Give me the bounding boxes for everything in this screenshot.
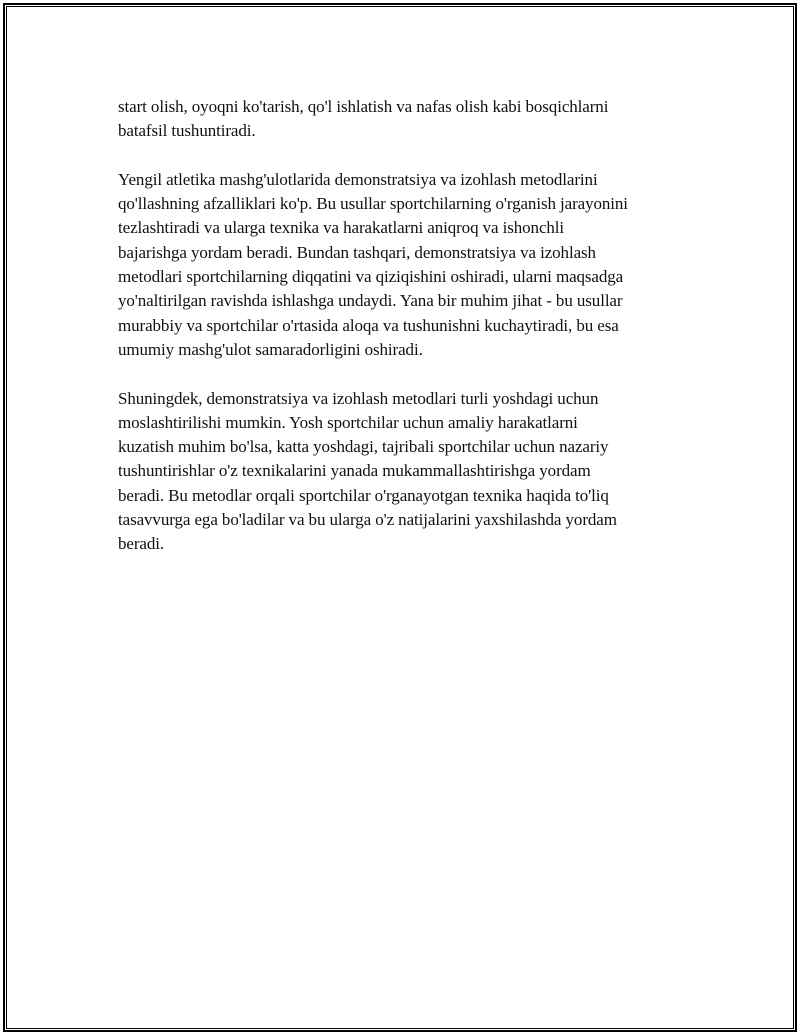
- document-body: [118, 95, 693, 557]
- text-line: beradi. Bu metodlar orqali sportchilar o'rganayotgan texnika haqida to'liq: [118, 485, 609, 505]
- text-line: murabbiy va sportchilar o'rtasida aloqa va tushunishni kuchaytiradi, bu esa: [118, 315, 619, 335]
- text-line: tushuntirishlar o'z texnikalarini yanada mukammallashtirishga yordam: [118, 461, 591, 481]
- text-line: tezlashtiradi va ularga texnika va harakatlarni aniqroq va ishonchli: [118, 218, 565, 238]
- text-line: umumiy mashg'ulot samaradorligini oshiradi.: [118, 339, 423, 359]
- paragraph: [118, 168, 693, 362]
- text-line: kuzatish muhim bo'lsa, katta yoshdagi, tajribali sportchilar uchun nazariy: [118, 437, 609, 457]
- text-line: tasavvurga ega bo'ladilar va bu ularga o'z natijalarini yaxshilashda yordam: [118, 510, 617, 530]
- text-line: moslashtirilishi mumkin. Yosh sportchilar uchun amaliy harakatlarni: [118, 412, 578, 432]
- text-line: bajarishga yordam beradi. Bundan tashqari, demonstratsiya va izohlash: [118, 242, 596, 262]
- text-line: yo'naltirilgan ravishda ishlashga undaydi. Yana bir muhim jihat - bu usullar: [118, 291, 623, 311]
- text-line: beradi.: [118, 534, 165, 554]
- text-line: qo'llashning afzalliklari ko'p. Bu usullar sportchilarning o'rganish jarayonini: [118, 194, 628, 214]
- paragraph: [118, 387, 693, 557]
- text-line: Yengil atletika mashg'ulotlarida demonstratsiya va izohlash metodlarini: [118, 169, 598, 189]
- text-line: start olish, oyoqni ko'tarish, qo'l ishlatish va nafas olish kabi bosqichlarni: [118, 97, 609, 116]
- text-line: batafsil tushuntiradi.: [118, 121, 256, 141]
- text-line: metodlari sportchilarning diqqatini va qiziqishini oshiradi, ularni maqsadga: [118, 267, 624, 287]
- text-line: Shuningdek, demonstratsiya va izohlash metodlari turli yoshdagi uchun: [118, 388, 599, 408]
- paragraph: [118, 95, 693, 144]
